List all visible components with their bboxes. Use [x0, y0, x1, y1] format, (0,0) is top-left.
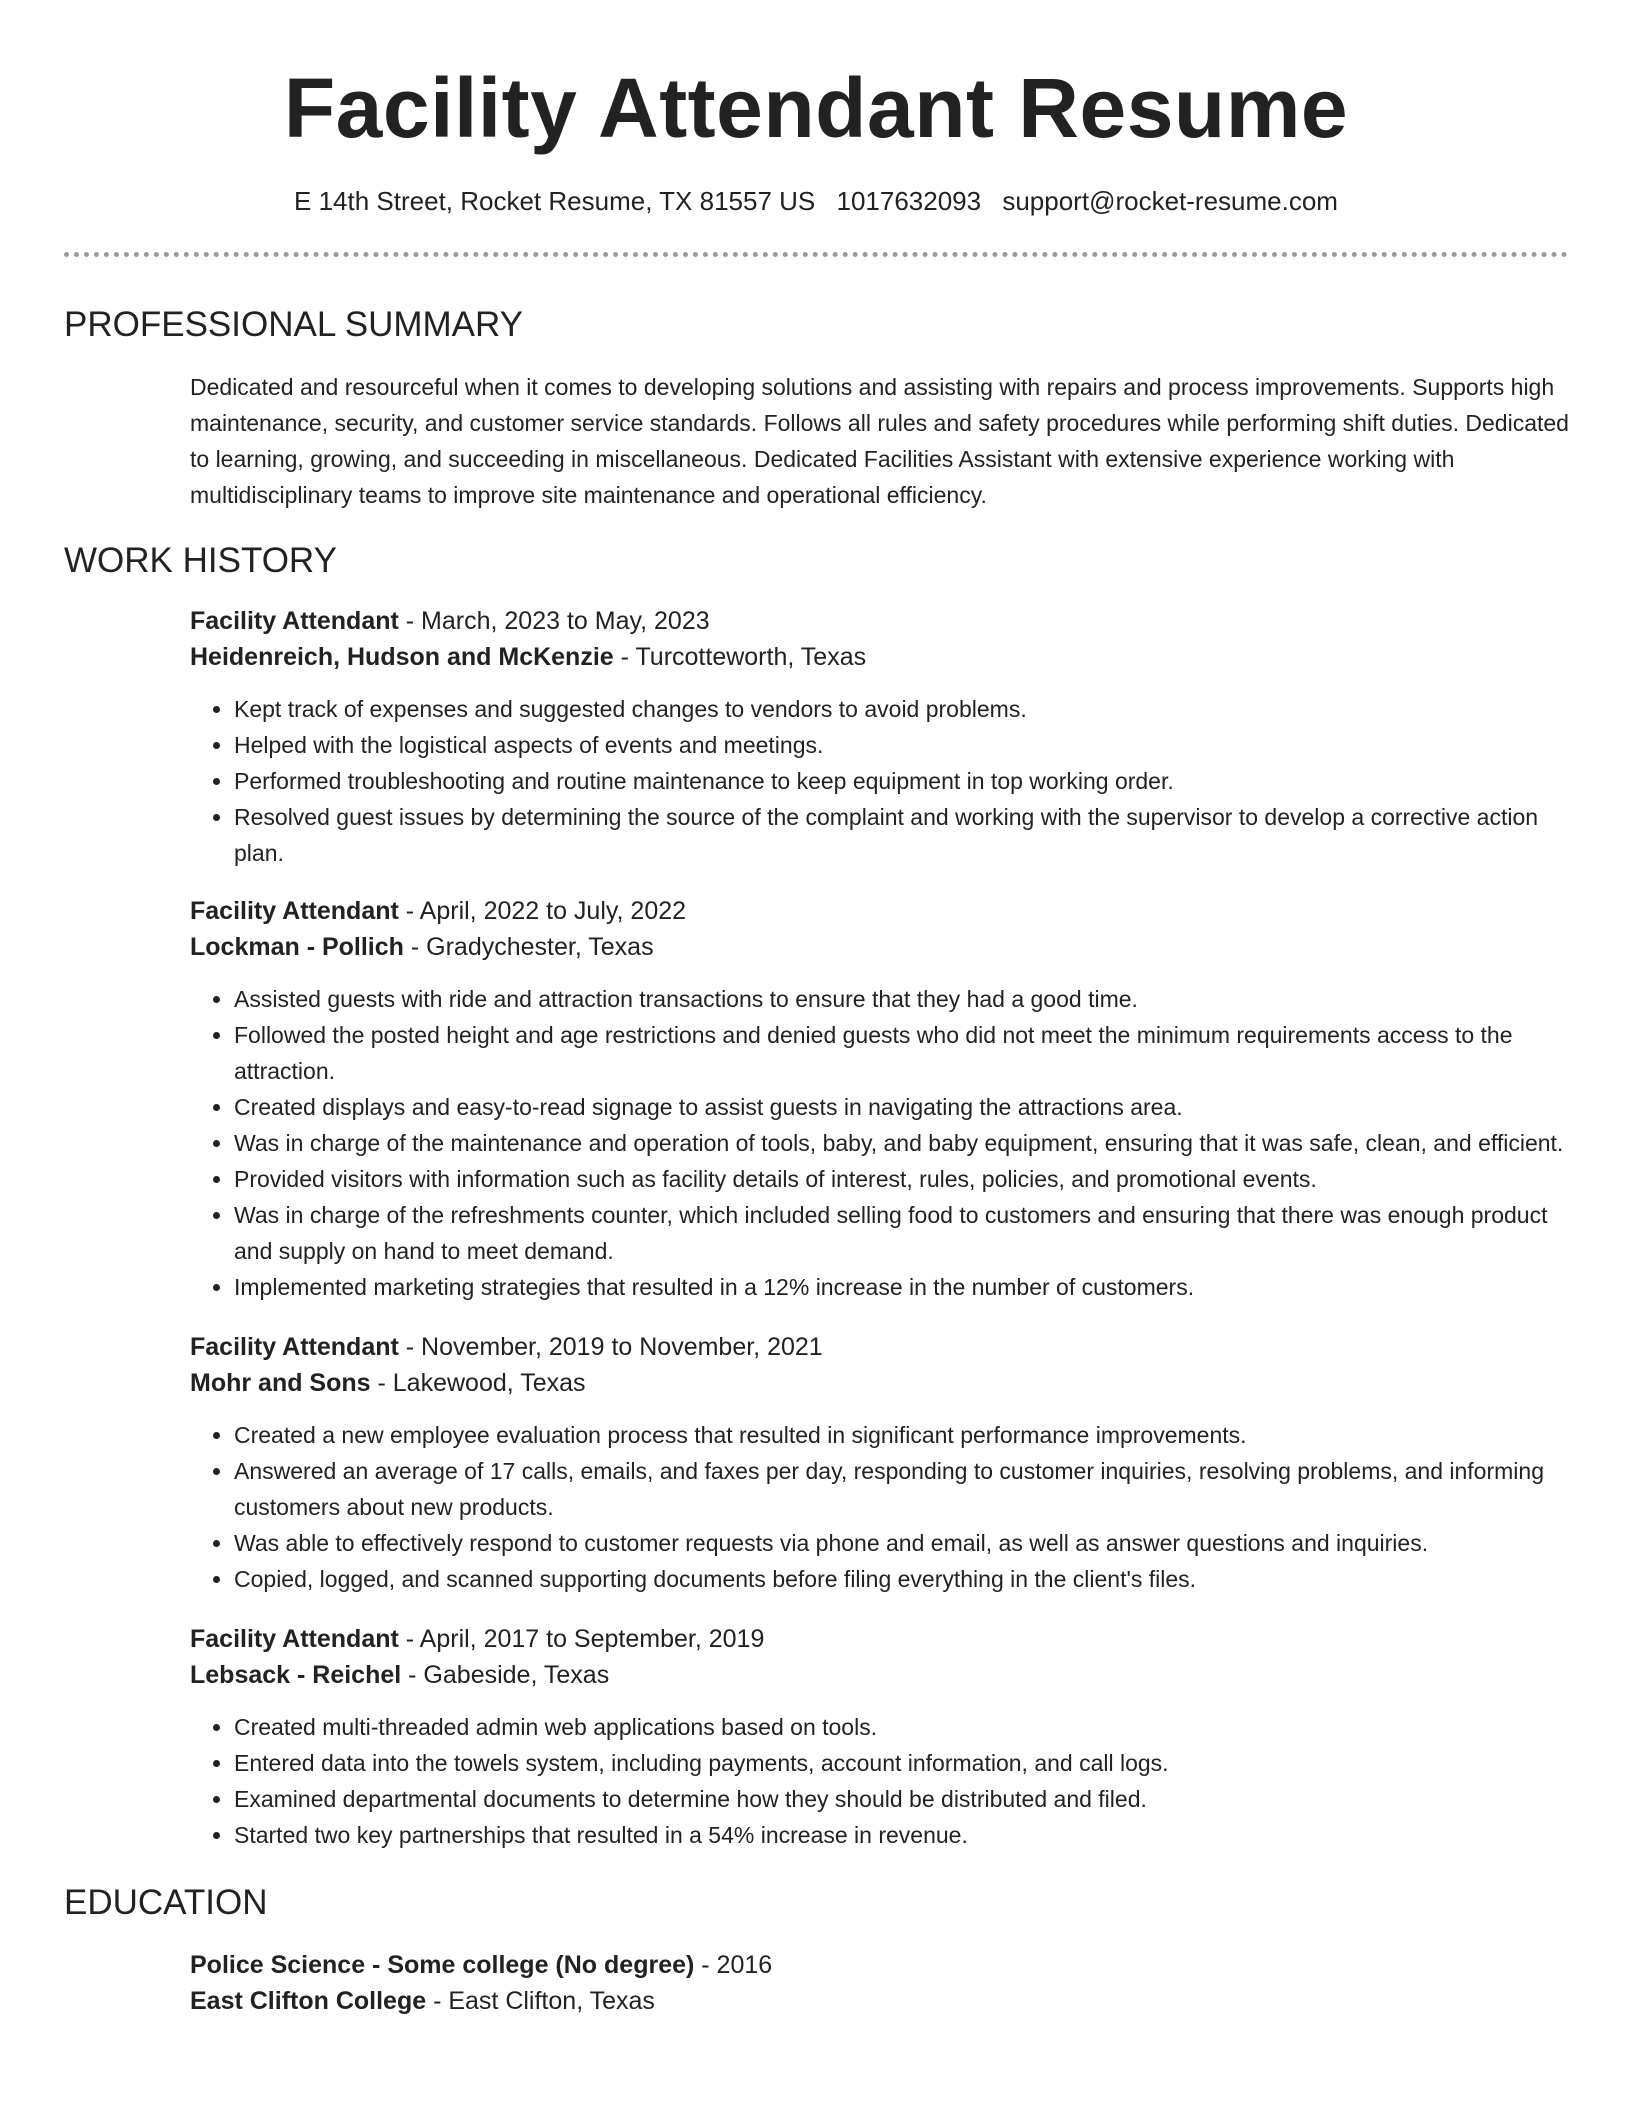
job-dates: - April, 2017 to September, 2019 — [398, 1625, 765, 1653]
header-divider — [64, 252, 1568, 257]
section-heading-summary: PROFESSIONAL SUMMARY — [64, 305, 523, 344]
contact-line — [64, 184, 1568, 218]
job-title-line — [190, 603, 1570, 639]
job-dates: - November, 2019 to November, 2021 — [398, 1333, 823, 1361]
contact-address: E 14th Street, Rocket Resume, TX 81557 US — [294, 186, 816, 216]
list-item: • Started two key partnerships that resulted in a 54% increase in revenue. — [234, 1817, 1570, 1853]
list-item: • Examined departmental documents to determine how they should be distributed and filed. — [234, 1781, 1570, 1817]
list-item: • Answered an average of 17 calls, emails, and faxes per day, responding to customer inquiries, resolving problems, and informing customers about new products. — [234, 1453, 1570, 1525]
job-company: Heidenreich, Hudson and McKenzie — [190, 643, 614, 671]
list-item: • Was in charge of the maintenance and operation of tools, baby, and baby equipment, ensuring that it was safe, clean, and efficient. — [234, 1125, 1570, 1161]
job-company-line — [190, 929, 1570, 965]
summary-text: Dedicated and resourceful when it comes to developing solutions and assisting with repairs and process improvements. Supports high maintenance, security, and customer service standards. Follows all rules and safety procedures while performing shift duties. Dedicated to learning, growing, and succeeding in miscellaneous. Dedicated Facilities Assistant with extensive experience working with multidisciplinary teams to improve site maintenance and operational efficiency. — [190, 374, 1569, 508]
school-line — [190, 1983, 1568, 2019]
education-entry — [190, 1947, 1568, 2019]
section-heading-work: WORK HISTORY — [64, 541, 337, 580]
job-bullets — [190, 1709, 1570, 1853]
job-title-line — [190, 1329, 1570, 1365]
job-company-line — [190, 1657, 1570, 1693]
list-item: • Provided visitors with information such as facility details of interest, rules, policies, and promotional events. — [234, 1161, 1570, 1197]
job-title-line — [190, 1621, 1570, 1657]
job-location: - Turcotteworth, Texas — [613, 643, 867, 671]
job-title: Facility Attendant — [190, 1333, 399, 1361]
list-item: • Copied, logged, and scanned supporting documents before filing everything in the client's files. — [234, 1561, 1570, 1597]
list-item: • Entered data into the towels system, including payments, account information, and call logs. — [234, 1745, 1570, 1781]
contact-email: support@rocket-resume.com — [1002, 186, 1338, 216]
contact-phone: 1017632093 — [836, 186, 982, 216]
job-location: - Gabeside, Texas — [401, 1661, 610, 1689]
education-section — [64, 1881, 1568, 2019]
job-title: Facility Attendant — [190, 1625, 399, 1653]
job-bullets — [190, 691, 1570, 871]
list-item: • Performed troubleshooting and routine maintenance to keep equipment in top working order. — [234, 763, 1570, 799]
section-heading-education: EDUCATION — [64, 1883, 268, 1922]
school: East Clifton College — [190, 1987, 427, 2015]
list-item: • Followed the posted height and age restrictions and denied guests who did not meet the minimum requirements access to the attraction. — [234, 1017, 1570, 1089]
list-item: • Created a new employee evaluation process that resulted in significant performance improvements. — [234, 1417, 1570, 1453]
professional-summary-section — [64, 303, 1568, 513]
job-company-line — [190, 1365, 1570, 1401]
school-location: - East Clifton, Texas — [426, 1987, 655, 2015]
list-item: • Implemented marketing strategies that resulted in a 12% increase in the number of customers. — [234, 1269, 1570, 1305]
job-title: Facility Attendant — [190, 897, 399, 925]
job-entry — [190, 1621, 1570, 1853]
work-history-section — [64, 539, 1568, 1853]
list-item: • Created multi-threaded admin web applications based on tools. — [234, 1709, 1570, 1745]
job-location: - Lakewood, Texas — [370, 1369, 586, 1397]
resume-page — [64, 0, 1568, 2019]
job-entry — [190, 603, 1570, 871]
list-item: • Assisted guests with ride and attraction transactions to ensure that they had a good time. — [234, 981, 1570, 1017]
job-title: Facility Attendant — [190, 607, 399, 635]
job-entry — [190, 893, 1570, 1305]
job-company: Lockman - Pollich — [190, 933, 404, 961]
job-entry — [190, 1329, 1570, 1597]
job-title-line — [190, 893, 1570, 929]
degree-year: - 2016 — [694, 1951, 773, 1979]
job-company: Lebsack - Reichel — [190, 1661, 402, 1689]
degree-line — [190, 1947, 1568, 1983]
list-item: • Resolved guest issues by determining the source of the complaint and working with the supervisor to develop a corrective action plan. — [234, 799, 1570, 871]
job-bullets — [190, 1417, 1570, 1597]
job-company: Mohr and Sons — [190, 1369, 371, 1397]
list-item: • Was able to effectively respond to customer requests via phone and email, as well as answer questions and inquiries. — [234, 1525, 1570, 1561]
degree: Police Science - Some college (No degree) — [190, 1951, 695, 1979]
job-location: - Gradychester, Texas — [403, 933, 654, 961]
job-bullets — [190, 981, 1570, 1305]
job-company-line — [190, 639, 1570, 675]
list-item: • Kept track of expenses and suggested changes to vendors to avoid problems. — [234, 691, 1570, 727]
job-dates: - March, 2023 to May, 2023 — [398, 607, 710, 635]
list-item: • Created displays and easy-to-read signage to assist guests in navigating the attractions area. — [234, 1089, 1570, 1125]
job-dates: - April, 2022 to July, 2022 — [398, 897, 687, 925]
list-item: • Helped with the logistical aspects of events and meetings. — [234, 727, 1570, 763]
resume-title: Facility Attendant Resume — [283, 61, 1349, 155]
list-item: • Was in charge of the refreshments counter, which included selling food to customers and ensuring that there was enough product and supply on hand to meet demand. — [234, 1197, 1570, 1269]
